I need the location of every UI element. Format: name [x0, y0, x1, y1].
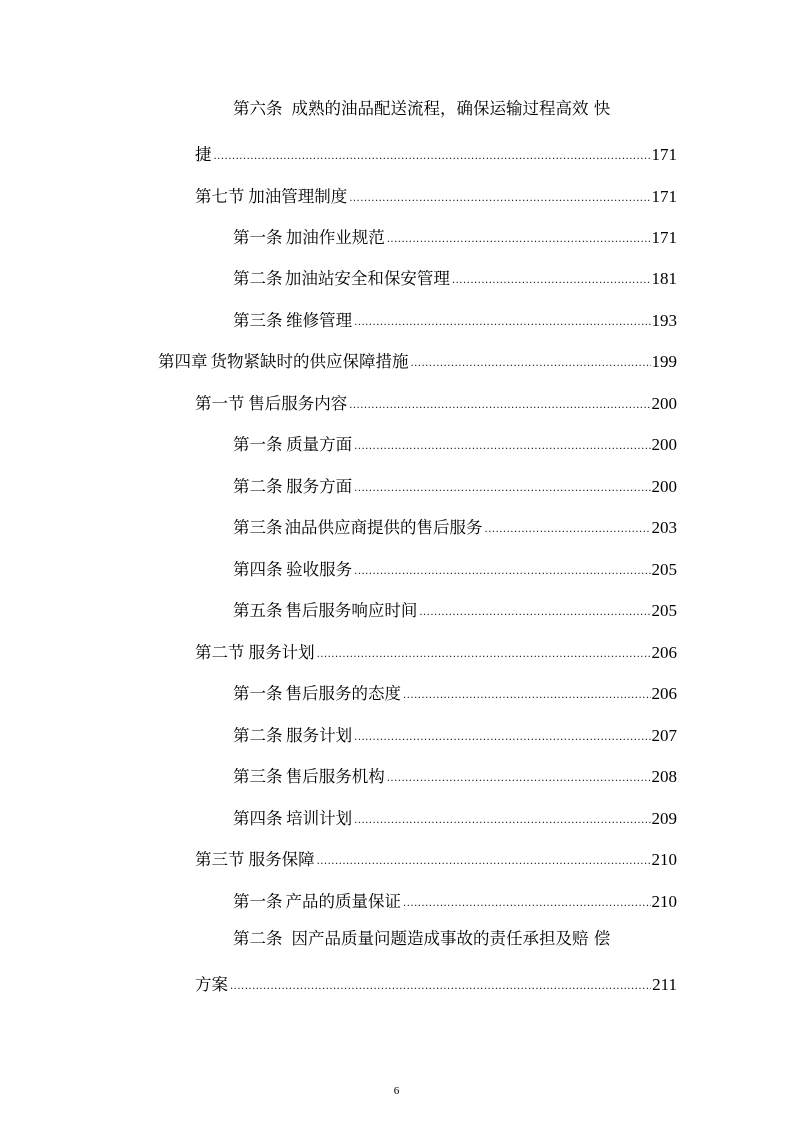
toc-entry[interactable] — [195, 136, 677, 166]
toc-entry[interactable] — [233, 426, 677, 456]
leader-dots — [410, 359, 650, 369]
toc-entry-title-line — [233, 98, 610, 120]
toc-entry-title: 质量方面 — [286, 435, 353, 454]
toc-entry[interactable] — [233, 675, 677, 705]
leader-dots — [403, 899, 650, 909]
leader-dots — [387, 774, 651, 784]
page-number: 6 — [393, 1085, 400, 1097]
toc-entry-title: 售后服务的态度 — [285, 684, 402, 703]
toc-entry[interactable] — [233, 717, 677, 747]
toc-entry-page: 171 — [651, 187, 677, 206]
toc-entry-title: 油品供应商提供的售后服务 — [284, 518, 483, 537]
leader-dots — [387, 235, 651, 245]
toc-entry-title: 服务方面 — [286, 477, 353, 496]
toc-entry-page: 206 — [651, 643, 677, 662]
toc-entry[interactable] — [195, 634, 677, 664]
toc-entry-label: 第四条 — [233, 560, 283, 579]
toc-entry[interactable] — [233, 302, 677, 332]
toc-entry-label: 第三条 — [233, 311, 283, 330]
toc-entry[interactable] — [233, 883, 677, 913]
toc-entry[interactable] — [233, 260, 677, 290]
toc-entry-page: 203 — [651, 518, 677, 537]
toc-entry[interactable] — [233, 551, 677, 581]
toc-entry[interactable] — [233, 800, 677, 830]
leader-dots — [349, 401, 650, 411]
toc-entry-title: 售后服务内容 — [248, 394, 348, 413]
toc-entry-page: 200 — [651, 435, 677, 454]
toc-entry-page: 200 — [651, 477, 677, 496]
toc-entry-title-continued: 捷 — [195, 145, 212, 164]
toc-entry-title: 服务计划 — [248, 643, 315, 662]
toc-entry-title-line — [233, 928, 610, 950]
toc-entry-label: 第二条 — [233, 477, 283, 496]
toc-entry-page: 181 — [651, 269, 677, 288]
leader-dots — [354, 484, 650, 494]
toc-entry-label: 第二条 — [233, 726, 283, 745]
toc-entry-page: 200 — [651, 394, 677, 413]
toc-entry-page: 199 — [651, 352, 677, 371]
toc-entry-title: 加油站安全和保安管理 — [284, 269, 450, 288]
toc-entry-title: 售后服务机构 — [285, 767, 385, 786]
leader-dots — [354, 733, 650, 743]
toc-entry-title: 验收服务 — [286, 560, 353, 579]
leader-dots — [349, 194, 650, 204]
toc-entry[interactable] — [233, 509, 677, 539]
leader-dots — [354, 318, 650, 328]
toc-entry-label: 第一条 — [233, 684, 283, 703]
toc-entry-label: 第四条 — [233, 809, 283, 828]
toc-entry-title: 加油作业规范 — [285, 228, 385, 247]
toc-entry-title: 售后服务响应时间 — [285, 601, 418, 620]
toc-entry-label: 第二节 — [195, 643, 245, 662]
leader-dots — [317, 650, 651, 660]
toc-entry-page: 208 — [651, 767, 677, 786]
toc-entry-label: 第五条 — [233, 601, 283, 620]
toc-entry-title: 加油管理制度 — [248, 187, 348, 206]
leader-dots — [317, 857, 651, 867]
toc-entry-page: 205 — [651, 601, 677, 620]
leader-dots — [354, 567, 650, 577]
toc-entry-page: 193 — [651, 311, 677, 330]
toc-entry-title: 产品的质量保证 — [285, 892, 402, 911]
toc-entry-label: 第一条 — [233, 892, 283, 911]
toc-entry[interactable] — [233, 219, 677, 249]
toc-entry-title: 服务计划 — [286, 726, 353, 745]
toc-entry-label: 第一节 — [195, 394, 245, 413]
toc-entry[interactable] — [195, 966, 677, 996]
toc-entry-title: 货物紧缺时的供应保障措施 — [210, 352, 409, 371]
leader-dots — [419, 608, 650, 618]
toc-entry[interactable] — [158, 343, 677, 373]
toc-entry[interactable] — [195, 385, 677, 415]
toc-entry-title-continued: 方案 — [195, 975, 228, 994]
toc-entry-label: 第三条 — [233, 518, 283, 537]
toc-entry-label: 第三条 — [233, 767, 283, 786]
leader-dots — [214, 152, 651, 162]
toc-entry-title: 维修管理 — [286, 311, 353, 330]
leader-dots — [452, 276, 651, 286]
toc-entry-page: 209 — [651, 809, 677, 828]
toc-entry[interactable] — [195, 841, 677, 871]
toc-entry[interactable] — [233, 758, 677, 788]
leader-dots — [230, 982, 651, 992]
toc-entry-label: 第四章 — [158, 352, 208, 371]
toc-entry-page: 171 — [651, 228, 677, 247]
toc-entry-title: 因产品质量问题造成事故的责任承担及赔 偿 — [291, 929, 611, 948]
toc-entry-title: 成熟的油品配送流程，确保运输过程高效 快 — [291, 99, 611, 118]
toc-entry-label: 第二条 — [233, 269, 283, 288]
toc-entry-label: 第二条 — [233, 929, 283, 948]
leader-dots — [354, 442, 650, 452]
toc-entry[interactable] — [233, 592, 677, 622]
toc-entry-title: 培训计划 — [286, 809, 353, 828]
toc-entry-page: 211 — [652, 975, 677, 994]
toc-entry-page: 210 — [651, 850, 677, 869]
leader-dots — [354, 816, 650, 826]
toc-entry-page: 206 — [651, 684, 677, 703]
toc-entry-label: 第六条 — [233, 99, 283, 118]
toc-entry-page: 205 — [651, 560, 677, 579]
toc-entry-page: 171 — [651, 145, 677, 164]
toc-entry-page: 210 — [651, 892, 677, 911]
toc-entry-page: 207 — [651, 726, 677, 745]
toc-entry-label: 第一条 — [233, 435, 283, 454]
toc-entry[interactable] — [195, 178, 677, 208]
toc-entry-label: 第一条 — [233, 228, 283, 247]
toc-entry-title: 服务保障 — [248, 850, 315, 869]
leader-dots — [485, 525, 651, 535]
toc-entry[interactable] — [233, 468, 677, 498]
toc-entry-label: 第七节 — [195, 187, 245, 206]
leader-dots — [403, 691, 650, 701]
toc-entry-label: 第三节 — [195, 850, 245, 869]
